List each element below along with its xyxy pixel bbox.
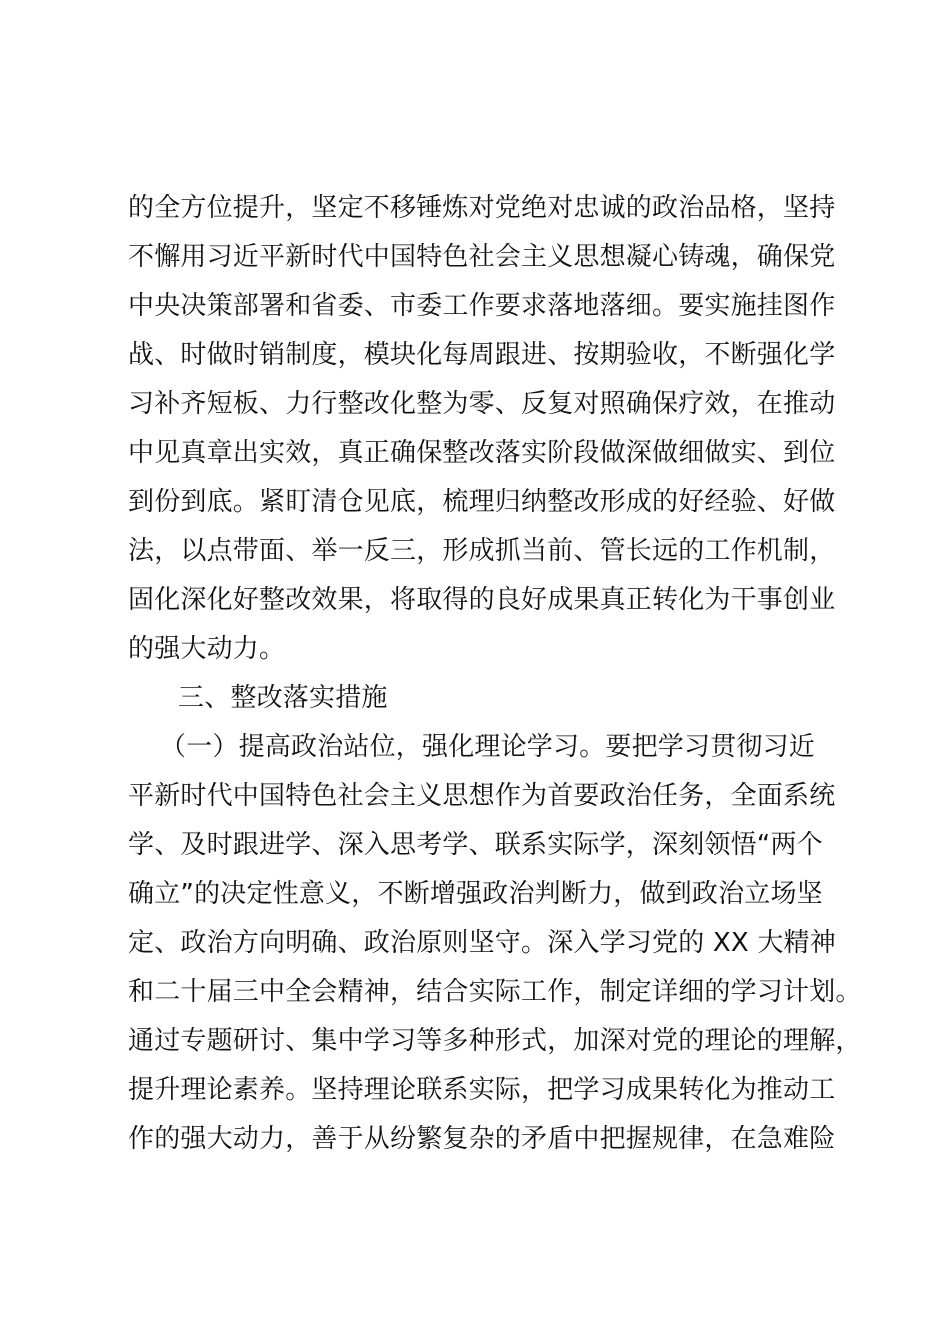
text-line: 法，以点带面、举一反三，形成抓当前、管长远的工作机制， [128,536,836,566]
text-line: 到份到底。紧盯清仓见底，梳理归纳整改形成的好经验、好做 [128,487,836,517]
text-line: 通过专题研讨、集中学习等多种形式，加深对党的理论的理解， [128,1026,862,1056]
text-line: 的强大动力。 [128,634,286,664]
text-line: 中央决策部署和省委、市委工作要求落地落细。要实施挂图作 [128,291,836,321]
subsection-paragraph-start: （一）提高政治站位，强化理论学习。要把学习贯彻习近 [160,732,816,762]
text-line: 提升理论素养。坚持理论联系实际，把学习成果转化为推动工 [128,1075,836,1105]
text-line: 定、政治方向明确、政治原则坚守。深入学习党的 XX 大精神 [128,928,836,958]
text-line: 习补齐短板、力行整改化整为零、反复对照确保疗效，在推动 [128,389,836,419]
text-line: 作的强大动力，善于从纷繁复杂的矛盾中把握规律，在急难险 [128,1124,836,1154]
text-line: 确立”的决定性意义，不断增强政治判断力，做到政治立场坚 [128,879,823,909]
text-line: 和二十届三中全会精神，结合实际工作，制定详细的学习计划。 [128,977,862,1007]
text-line: 不懈用习近平新时代中国特色社会主义思想凝心铸魂，确保党 [128,242,836,272]
text-line: 中见真章出实效，真正确保整改落实阶段做深做细做实、到位 [128,438,836,468]
text-line: 战、时做时销制度，模块化每周跟进、按期验收，不断强化学 [128,340,836,370]
text-line: 的全方位提升，坚定不移锤炼对党绝对忠诚的政治品格，坚持 [128,193,836,223]
section-heading: 三、整改落实措施 [178,683,388,713]
text-line: 学、及时跟进学、深入思考学、联系实际学，深刻领悟“两个 [128,830,823,860]
text-line: 固化深化好整改效果，将取得的良好成果真正转化为干事创业 [128,585,836,615]
text-line: 平新时代中国特色社会主义思想作为首要政治任务，全面系统 [128,781,836,811]
